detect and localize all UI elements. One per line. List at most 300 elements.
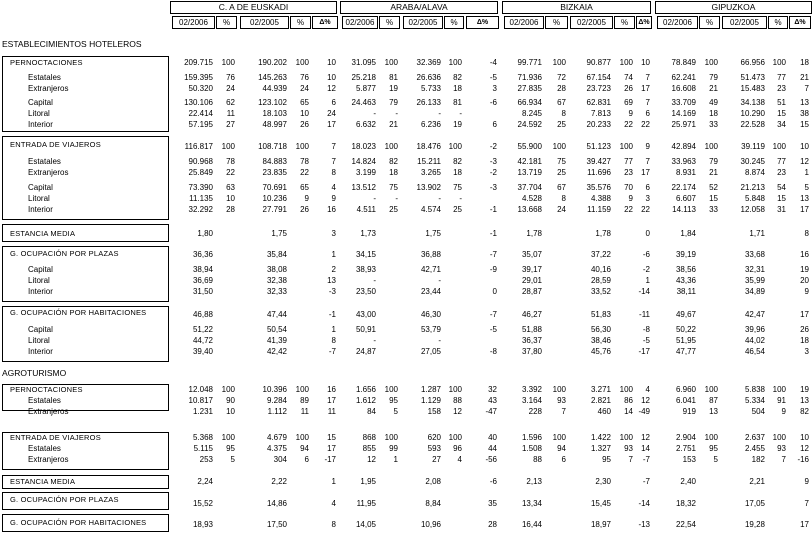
region-header: ARABA/ALAVA [340,1,498,14]
table-cell: 12.058 [740,205,765,214]
table-cell: 69 [624,98,633,107]
table-cell: 72 [557,73,566,82]
table-cell: 40,16 [590,265,611,274]
table-cell: 11.696 [587,168,611,177]
table-cell: 50,22 [675,325,696,334]
table-cell: 22 [300,168,309,177]
table-cell: 25 [557,168,566,177]
table-cell: 18.103 [262,109,287,118]
table-cell: 3 [492,84,497,93]
table-cell: 17 [641,168,650,177]
table-cell: -2 [489,168,497,177]
table-cell: 12 [453,407,462,416]
table-cell: -1 [489,229,497,238]
table-cell: 13 [800,396,809,405]
table-cell: -5 [489,73,497,82]
row-label: Interior [28,347,53,356]
table-cell: 8 [804,229,809,238]
table-cell: 100 [384,433,398,442]
table-cell: 21.213 [740,183,765,192]
table-cell: 100 [619,385,633,394]
table-cell: 100 [619,433,633,442]
table-cell: 82 [453,157,462,166]
table-cell: 81 [389,73,398,82]
table-cell: 13 [327,276,336,285]
table-cell: 12 [367,455,376,464]
table-cell: 1.327 [590,444,611,453]
table-cell: - [373,276,376,285]
table-cell: 38,56 [675,265,696,274]
table-cell: 3 [331,229,336,238]
table-cell: 67 [557,98,566,107]
row-label: Estatales [28,396,61,405]
table-cell: 1 [331,250,336,259]
table-cell: 100 [619,142,633,151]
table-cell: 5.334 [744,396,765,405]
table-cell: - [438,276,441,285]
table-cell: 31,50 [192,287,213,296]
table-cell: 11.135 [189,194,213,203]
table-cell: 100 [704,433,718,442]
row-label: Extranjeros [28,455,69,464]
table-cell: 26.636 [416,73,441,82]
table-cell: 11 [226,109,235,118]
table-cell: 12.048 [188,385,213,394]
table-cell: 35.576 [586,183,611,192]
table-cell: - [438,336,441,345]
table-cell: 18 [453,84,462,93]
column-header: 02/2006 [657,16,698,29]
column-header: 02/2006 [342,16,378,29]
table-cell: 4.528 [521,194,542,203]
table-cell: 54 [777,183,786,192]
table-cell: 77 [777,157,786,166]
table-cell: 44,72 [192,336,213,345]
table-cell: 4 [331,499,336,508]
table-cell: 50,91 [355,325,376,334]
column-header: % [614,16,635,29]
region-header: BIZKAIA [502,1,651,14]
table-cell: 5.115 [193,444,213,453]
table-cell: 21 [800,73,809,82]
table-cell: 12 [641,433,650,442]
table-cell: 22 [226,168,235,177]
table-cell: 5.368 [192,433,213,442]
table-cell: 39.119 [741,142,765,151]
table-cell: 7 [645,157,650,166]
table-cell: 7 [645,98,650,107]
table-cell: 1,78 [595,229,611,238]
table-cell: 66.934 [517,98,542,107]
table-cell: 42.181 [517,157,542,166]
table-cell: - [459,194,462,203]
table-cell: 855 [362,444,376,453]
table-cell: 10 [226,407,235,416]
table-cell: -47 [485,407,497,416]
table-cell: 51,95 [675,336,696,345]
table-cell: -6 [489,98,497,107]
table-cell: 5 [230,455,235,464]
table-cell: 6.632 [355,120,376,129]
table-cell: -9 [489,265,497,274]
table-cell: 6 [645,183,650,192]
table-cell: 27.835 [517,84,542,93]
table-cell: 37.704 [517,183,542,192]
table-cell: 100 [552,385,566,394]
table-cell: 8.931 [675,168,696,177]
table-cell: 1.508 [521,444,542,453]
table-cell: 62 [226,98,235,107]
table-cell: 9 [331,194,336,203]
table-cell: 7 [804,499,809,508]
table-cell: 14,86 [266,499,287,508]
table-cell: 43,00 [355,310,376,319]
table-cell: - [373,109,376,118]
table-cell: 100 [384,58,398,67]
table-cell: 4.388 [590,194,611,203]
table-cell: 28 [488,520,497,529]
section-title: AGROTURISMO [2,368,67,378]
table-cell: 26 [300,120,309,129]
table-cell: 100 [704,58,718,67]
table-cell: 9 [804,477,809,486]
table-cell: 90.968 [188,157,213,166]
column-header: % [545,16,568,29]
table-cell: 89 [300,396,309,405]
table-cell: 15,52 [192,499,213,508]
table-cell: 34.138 [740,98,765,107]
table-cell: 93 [624,444,633,453]
row-label: Capital [28,98,53,107]
table-cell: 51.123 [586,142,611,151]
table-cell: 8 [561,109,566,118]
table-cell: 6.960 [675,385,696,394]
table-cell: 13 [709,407,718,416]
table-cell: 9 [628,109,633,118]
table-cell: 7.813 [590,109,611,118]
table-cell: 35,99 [744,276,765,285]
table-cell: 22 [624,205,633,214]
table-cell: 1.612 [355,396,376,405]
table-cell: 23 [777,168,786,177]
table-cell: 33 [709,205,718,214]
table-cell: -6 [489,477,497,486]
table-cell: 12 [327,84,336,93]
table-cell: 14.113 [672,205,696,214]
table-cell: 78 [300,157,309,166]
table-cell: 1 [331,477,336,486]
table-cell: 23.835 [262,168,287,177]
table-cell: 253 [199,455,213,464]
table-cell: 0 [645,229,650,238]
table-cell: 153 [682,455,696,464]
table-cell: 100 [772,433,786,442]
block-title: ESTANCIA MEDIA [10,229,76,238]
table-cell: 15.211 [417,157,441,166]
table-cell: 2,13 [526,477,542,486]
table-cell: 26 [624,84,633,93]
table-cell: 10 [226,194,235,203]
table-cell: 99 [389,444,398,453]
table-cell: 1,75 [271,229,287,238]
table-cell: 7 [804,84,809,93]
table-cell: 4 [331,183,336,192]
table-cell: 49,67 [675,310,696,319]
table-cell: 12 [800,157,809,166]
table-cell: 79 [389,98,398,107]
table-cell: 16 [327,205,336,214]
table-cell: 28,87 [521,287,542,296]
table-cell: 65 [300,183,309,192]
table-cell: 15 [777,109,786,118]
table-cell: 1.422 [590,433,611,442]
table-cell: 96 [453,444,462,453]
table-cell: 51,22 [192,325,213,334]
table-cell: 39,19 [675,250,696,259]
table-cell: 3 [804,347,809,356]
table-cell: 11 [327,407,336,416]
table-cell: 27.791 [262,205,287,214]
table-cell: 22 [624,120,633,129]
table-cell: 3.199 [355,168,376,177]
table-cell: 16,44 [521,520,542,529]
table-cell: 19 [453,120,462,129]
table-cell: 1,95 [360,477,376,486]
table-cell: 209.715 [184,58,213,67]
table-cell: 24 [327,109,336,118]
table-cell: 25 [557,120,566,129]
table-cell: 93 [557,396,566,405]
table-cell: -11 [639,310,650,319]
table-cell: 12 [641,396,650,405]
table-cell: 5.838 [744,385,765,394]
table-cell: 78.849 [671,58,696,67]
table-cell: 44,02 [744,336,765,345]
table-cell: 13.512 [351,183,376,192]
table-cell: 123.102 [258,98,287,107]
table-cell: 17 [327,444,336,453]
table-cell: 78 [226,157,235,166]
table-cell: 8 [331,168,336,177]
table-cell: 95 [602,455,611,464]
column-header: 02/2005 [403,16,443,29]
table-cell: 24.592 [517,120,542,129]
table-cell: 14.824 [351,157,376,166]
row-label: Litoral [28,109,50,118]
table-cell: 4 [457,455,462,464]
table-cell: 95 [389,396,398,405]
table-cell: 145.263 [258,73,287,82]
table-cell: 100 [552,58,566,67]
block-title: ESTANCIA MEDIA [10,477,76,486]
table-cell: 3.164 [521,396,542,405]
table-cell: 70.691 [262,183,287,192]
table-cell: 42,71 [420,265,441,274]
table-cell: 40 [488,433,497,442]
table-cell: 23,50 [355,287,376,296]
table-cell: 50,54 [266,325,287,334]
table-cell: -7 [489,250,497,259]
table-cell: 25.971 [671,120,696,129]
table-cell: 25.849 [188,168,213,177]
table-cell: 5 [804,183,809,192]
table-cell: 14,05 [355,520,376,529]
table-cell: 620 [427,433,441,442]
table-cell: -7 [328,347,336,356]
table-cell: 2 [331,265,336,274]
table-cell: 100 [295,142,309,151]
table-cell: -16 [797,455,809,464]
table-cell: 31 [777,205,786,214]
table-cell: 91 [777,396,786,405]
table-cell: 2.751 [675,444,696,453]
table-cell: 8.874 [744,168,765,177]
table-cell: 11,95 [356,499,376,508]
row-label: Interior [28,287,53,296]
table-cell: 7 [645,73,650,82]
column-header: 02/2005 [240,16,289,29]
table-cell: 21 [709,168,718,177]
table-cell: 1,71 [749,229,765,238]
row-label: Estatales [28,157,61,166]
table-cell: 10.236 [262,194,287,203]
table-cell: 100 [295,433,309,442]
row-label: Extranjeros [28,168,69,177]
table-cell: 4 [645,385,650,394]
table-cell: 35 [488,499,497,508]
table-cell: 22.174 [671,183,696,192]
table-cell: 38,94 [192,265,213,274]
table-cell: 82 [453,73,462,82]
table-cell: 17 [800,310,809,319]
table-cell: 28 [557,84,566,93]
table-cell: 11 [300,407,309,416]
column-header: % [768,16,788,29]
table-cell: -17 [324,455,336,464]
table-cell: 5.733 [420,84,441,93]
table-cell: 29,01 [521,276,542,285]
table-cell: 45,76 [590,347,611,356]
table-cell: 12 [800,444,809,453]
table-cell: 36,36 [192,250,213,259]
table-cell: 33.709 [671,98,696,107]
table-cell: 44.939 [262,84,287,93]
table-cell: 82 [389,157,398,166]
table-cell: 100 [221,58,235,67]
table-cell: 27 [432,455,441,464]
table-cell: 51.473 [740,73,765,82]
table-cell: 36,37 [521,336,542,345]
table-cell: 6 [561,455,566,464]
table-cell: 26 [300,205,309,214]
table-cell: 38 [800,109,809,118]
table-cell: 6.041 [675,396,696,405]
table-cell: 20.233 [586,120,611,129]
table-cell: 1.231 [192,407,213,416]
table-cell: 51 [777,98,786,107]
column-header: % [699,16,720,29]
table-cell: 35,84 [266,250,287,259]
table-cell: 33,52 [590,287,611,296]
table-cell: -7 [489,310,497,319]
table-cell: 10 [327,58,336,67]
table-cell: 56,30 [590,325,611,334]
table-cell: 0 [492,287,497,296]
table-cell: 63 [226,183,235,192]
table-cell: 33 [709,120,718,129]
table-cell: -6 [642,250,650,259]
table-cell: 21 [709,84,718,93]
table-cell: -2 [642,265,650,274]
table-cell: 18.023 [351,142,376,151]
table-cell: 22,54 [675,520,696,529]
table-cell: -5 [489,325,497,334]
table-cell: 11.159 [587,205,611,214]
table-cell: 116.817 [184,142,213,151]
table-cell: 2.904 [675,433,696,442]
table-cell: 34 [777,120,786,129]
table-cell: 25 [389,205,398,214]
table-cell: 39,17 [521,265,542,274]
table-cell: 6.607 [675,194,696,203]
table-cell: 2,24 [197,477,213,486]
table-cell: 10,96 [420,520,441,529]
table-cell: 5 [713,455,718,464]
table-cell: 2,08 [425,477,441,486]
table-cell: 1 [331,325,336,334]
table-cell: 51,88 [521,325,542,334]
table-cell: 4.574 [420,205,441,214]
block-title: ENTRADA DE VIAJEROS [10,433,101,442]
table-cell: 15 [777,194,786,203]
table-cell: 75 [557,157,566,166]
table-cell: 17 [327,396,336,405]
table-cell: 130.106 [184,98,213,107]
table-cell: 77 [624,157,633,166]
table-cell: 7 [628,455,633,464]
table-cell: 32,31 [744,265,765,274]
table-cell: 100 [384,142,398,151]
table-cell: 9 [304,194,309,203]
table-cell: 100 [221,142,235,151]
table-cell: 90.877 [586,58,611,67]
table-cell: 36,88 [420,250,441,259]
table-cell: 6.236 [420,120,441,129]
table-cell: 88 [453,396,462,405]
table-cell: 17 [800,520,809,529]
table-cell: 32,33 [266,287,287,296]
column-header: Δ% [636,16,652,29]
table-cell: 100 [704,142,718,151]
table-cell: 10.396 [262,385,287,394]
table-cell: 79 [709,73,718,82]
table-cell: 18.476 [416,142,441,151]
table-cell: 182 [751,455,765,464]
table-cell: 7 [331,157,336,166]
row-label: Estatales [28,444,61,453]
table-cell: 24 [557,205,566,214]
table-cell: 18 [389,168,398,177]
table-cell: - [438,194,441,203]
table-cell: 8 [331,336,336,345]
table-cell: 2,30 [595,477,611,486]
table-cell: 17 [641,84,650,93]
table-cell: 100 [772,385,786,394]
table-cell: 1.656 [355,385,376,394]
table-cell: 13 [800,98,809,107]
region-header: GIPUZKOA [655,1,812,14]
table-cell: 19 [800,385,809,394]
